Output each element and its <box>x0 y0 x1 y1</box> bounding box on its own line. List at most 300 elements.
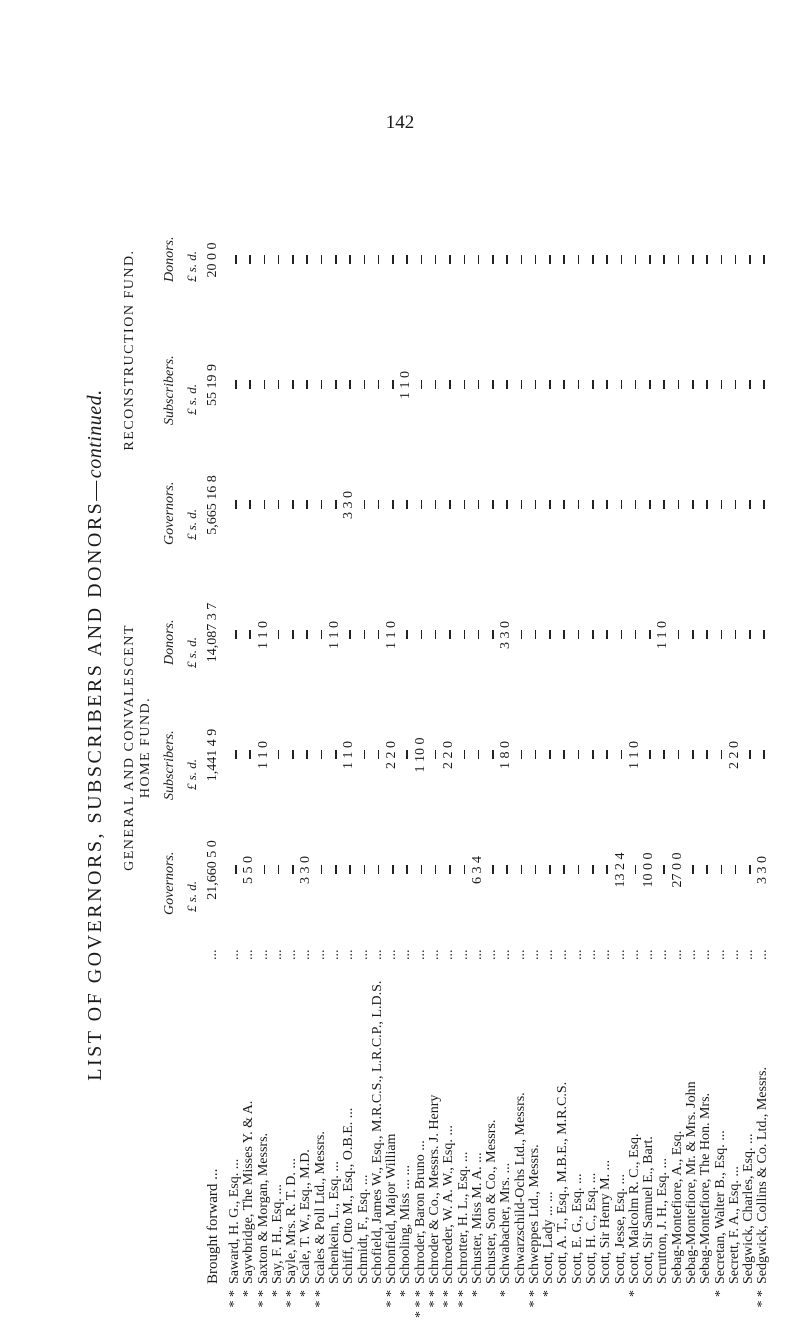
empty-dash <box>563 255 565 264</box>
empty-dash <box>763 630 765 639</box>
empty-dash <box>563 865 565 874</box>
bf-general-donors: 14,087 3 7 <box>205 602 220 663</box>
empty-dash <box>678 750 680 759</box>
empty-dash <box>278 255 280 264</box>
empty-dash <box>635 630 637 639</box>
empty-dash <box>506 865 508 874</box>
empty-dash <box>492 865 494 874</box>
list-item <box>514 150 528 1320</box>
empty-dash <box>763 750 765 759</box>
amount-cell: 2 2 0 <box>441 741 457 769</box>
empty-dash <box>492 380 494 389</box>
governor-asterisk: * * <box>455 1290 471 1308</box>
donor-name: Sedgwick, Collins & Co. Ltd., Messrs. <box>755 1066 771 1284</box>
list-item <box>614 150 628 1320</box>
unit-header-general-subscribers: £ s. d. <box>184 758 199 790</box>
empty-dash <box>349 255 351 264</box>
empty-dash <box>606 630 608 639</box>
amount-cell: 27 0 0 <box>669 852 685 888</box>
empty-dash <box>435 255 437 264</box>
list-item <box>385 150 399 1320</box>
leader-dots: ... <box>227 949 242 960</box>
leader-dots: ... <box>255 949 271 960</box>
leader-dots: ... <box>341 949 357 960</box>
leader-dots: ... <box>327 949 342 960</box>
empty-dash <box>264 500 266 509</box>
amount-cell: 1 1 0 <box>255 741 271 769</box>
empty-dash <box>364 380 366 389</box>
governor-asterisk: * * <box>755 1290 771 1308</box>
empty-dash <box>378 380 380 389</box>
empty-dash <box>606 500 608 509</box>
empty-dash <box>449 500 451 509</box>
empty-dash <box>306 380 308 389</box>
list-item <box>371 150 385 1320</box>
donor-name: Scott, Lady ... ... <box>541 1191 557 1284</box>
empty-dash <box>264 255 266 264</box>
list-item <box>328 150 342 1320</box>
empty-dash <box>321 865 323 874</box>
empty-dash <box>521 750 523 759</box>
leader-dots: ... <box>384 949 400 960</box>
empty-dash <box>592 630 594 639</box>
empty-dash <box>292 865 294 874</box>
leader-dots: ... <box>498 949 514 960</box>
empty-dash <box>706 750 708 759</box>
brought-forward-dots: ... <box>205 949 220 960</box>
amount-cell: 3 3 0 <box>298 856 314 884</box>
governor-asterisk: * * <box>227 1290 242 1308</box>
empty-dash <box>549 255 551 264</box>
empty-dash <box>621 380 623 389</box>
empty-dash <box>549 750 551 759</box>
empty-dash <box>335 500 337 509</box>
empty-dash <box>335 380 337 389</box>
empty-dash <box>621 255 623 264</box>
empty-dash <box>321 380 323 389</box>
amount-cell: 6 3 4 <box>469 856 485 884</box>
governor-asterisk: * * <box>526 1290 542 1308</box>
donor-name: Say, F. H., Esq. ... <box>269 1184 285 1284</box>
empty-dash <box>435 630 437 639</box>
list-item <box>742 150 756 1320</box>
leader-dots: ... <box>241 949 257 960</box>
empty-dash <box>678 500 680 509</box>
governor-asterisk: * <box>498 1290 514 1297</box>
empty-dash <box>392 500 394 509</box>
col-header-general-donors: Donors. <box>162 619 177 665</box>
donor-name: Sayle, Mrs. R. T. D. ... <box>284 1158 300 1284</box>
empty-dash <box>621 630 623 639</box>
empty-dash <box>506 380 508 389</box>
empty-dash <box>378 500 380 509</box>
empty-dash <box>435 500 437 509</box>
empty-dash <box>706 630 708 639</box>
list-item <box>728 150 742 1320</box>
empty-dash <box>663 255 665 264</box>
list-item <box>457 150 471 1320</box>
empty-dash <box>478 380 480 389</box>
list-item <box>628 150 642 1320</box>
leader-dots: ... <box>541 949 557 960</box>
empty-dash <box>364 630 366 639</box>
empty-dash <box>421 255 423 264</box>
empty-dash <box>663 500 665 509</box>
empty-dash <box>578 380 580 389</box>
donor-name: Scott, H. C., Esq. ... <box>584 1172 599 1284</box>
amount-cell: 1 1 0 <box>626 741 642 769</box>
empty-dash <box>492 630 494 639</box>
list-item <box>242 150 256 1320</box>
fund-header-reconstruction: RECONSTRUCTION FUND. <box>122 249 137 451</box>
amount-cell: 1 1 0 <box>341 741 357 769</box>
empty-dash <box>249 500 251 509</box>
empty-dash <box>621 750 623 759</box>
bf-general-subscribers: 1,441 4 9 <box>205 728 220 782</box>
leader-dots: ... <box>684 949 699 960</box>
donor-name: Schuster, Son & Co., Messrs. <box>484 1119 499 1284</box>
col-header-general-subscribers: Subscribers. <box>162 730 177 800</box>
bf-recon-subscribers: 55 19 9 <box>205 364 220 406</box>
donor-name: Scales & Poll Ltd., Messrs. <box>312 1131 328 1284</box>
governor-asterisk: * <box>712 1290 728 1297</box>
list-item <box>714 150 728 1320</box>
list-item <box>299 150 313 1320</box>
leader-dots: ... <box>612 949 628 960</box>
empty-dash <box>578 865 580 874</box>
empty-dash <box>649 500 651 509</box>
empty-dash <box>749 500 751 509</box>
empty-dash <box>678 630 680 639</box>
empty-dash <box>521 380 523 389</box>
empty-dash <box>678 380 680 389</box>
empty-dash <box>464 500 466 509</box>
governor-asterisk: * <box>398 1290 414 1297</box>
empty-dash <box>506 500 508 509</box>
governor-asterisk: * * * <box>412 1290 428 1318</box>
empty-dash <box>364 500 366 509</box>
empty-dash <box>406 630 408 639</box>
amount-cell: 3 3 0 <box>341 491 357 519</box>
donor-name: Scrutton, J. H., Esq. ... <box>655 1158 671 1284</box>
unit-header-general-donors: £ s. d. <box>184 636 199 668</box>
list-item <box>542 150 556 1320</box>
amount-cell: 1 10 0 <box>412 737 428 773</box>
empty-dash <box>421 380 423 389</box>
governor-asterisk: * * <box>284 1290 300 1308</box>
governor-asterisk: * <box>626 1290 642 1297</box>
empty-dash <box>763 500 765 509</box>
empty-dash <box>549 380 551 389</box>
donor-name: Schooling, Miss ... ... <box>398 1164 414 1284</box>
donor-name: Scale, T. W., Esq., M.D. <box>298 1149 314 1284</box>
empty-dash <box>464 255 466 264</box>
empty-dash <box>235 255 237 264</box>
empty-dash <box>321 630 323 639</box>
col-header-recon-governors: Governors. <box>162 481 177 545</box>
empty-dash <box>749 865 751 874</box>
amount-cell: 1 1 0 <box>255 621 271 649</box>
donor-name: Schwabacher, Mrs. ... <box>498 1162 514 1284</box>
leader-dots: ... <box>641 949 657 960</box>
empty-dash <box>592 380 594 389</box>
list-item <box>499 150 513 1320</box>
empty-dash <box>521 630 523 639</box>
leader-dots: ... <box>526 949 542 960</box>
empty-dash <box>735 630 737 639</box>
empty-dash <box>763 380 765 389</box>
empty-dash <box>549 630 551 639</box>
donor-name: Scott, A. T., Esq., M.B.E., M.R.C.S. <box>555 1081 571 1284</box>
empty-dash <box>692 750 694 759</box>
list-item <box>585 150 599 1320</box>
list-item <box>342 150 356 1320</box>
fund-header-general <box>122 570 154 925</box>
donor-name: Secrett, F. A., Esq. ... <box>726 1166 742 1284</box>
leader-dots: ... <box>698 949 714 960</box>
governor-asterisk: * <box>298 1290 314 1297</box>
empty-dash <box>606 255 608 264</box>
donor-name: Saward, H. G., Esq. ... <box>227 1158 242 1284</box>
empty-dash <box>464 630 466 639</box>
empty-dash <box>464 750 466 759</box>
bf-recon-governors: 5,665 16 8 <box>205 475 220 535</box>
leader-dots: ... <box>455 949 471 960</box>
empty-dash <box>406 865 408 874</box>
leader-dots: ... <box>484 949 499 960</box>
leader-dots: ... <box>398 949 414 960</box>
empty-dash <box>749 750 751 759</box>
leader-dots: ... <box>512 949 528 960</box>
empty-dash <box>749 630 751 639</box>
amount-cell: 5 5 0 <box>241 856 257 884</box>
empty-dash <box>335 865 337 874</box>
leader-dots: ... <box>298 949 314 960</box>
empty-dash <box>535 750 537 759</box>
empty-dash <box>235 500 237 509</box>
empty-dash <box>578 500 580 509</box>
leader-dots: ... <box>584 949 599 960</box>
empty-dash <box>235 630 237 639</box>
empty-dash <box>406 500 408 509</box>
amount-cell: 1 1 0 <box>398 371 414 399</box>
empty-dash <box>649 750 651 759</box>
donor-name: Schenkein, L., Esq. ... <box>327 1161 342 1284</box>
empty-dash <box>449 255 451 264</box>
page-number: 142 <box>385 112 415 133</box>
empty-dash <box>449 380 451 389</box>
list-item <box>271 150 285 1320</box>
amount-cell: 1 1 0 <box>384 621 400 649</box>
empty-dash <box>563 630 565 639</box>
donor-name: Schwarzschild-Ochs Ltd., Messrs. <box>512 1092 528 1284</box>
list-item <box>357 150 371 1320</box>
empty-dash <box>706 380 708 389</box>
empty-dash <box>364 255 366 264</box>
empty-dash <box>335 255 337 264</box>
empty-dash <box>549 865 551 874</box>
empty-dash <box>578 750 580 759</box>
empty-dash <box>635 380 637 389</box>
list-item <box>599 150 613 1320</box>
empty-dash <box>592 500 594 509</box>
empty-dash <box>763 255 765 264</box>
empty-dash <box>663 865 665 874</box>
empty-dash <box>649 255 651 264</box>
empty-dash <box>592 750 594 759</box>
list-item <box>257 150 271 1320</box>
empty-dash <box>349 630 351 639</box>
empty-dash <box>721 865 723 874</box>
donor-name: Schonfield, Major William <box>384 1133 400 1284</box>
empty-dash <box>721 380 723 389</box>
fund-header-general-line1: GENERAL AND CONVALESCENT <box>122 624 137 871</box>
empty-dash <box>464 865 466 874</box>
leader-dots: ... <box>284 949 300 960</box>
donor-name: Saxton & Morgan, Messrs. <box>255 1132 271 1284</box>
leader-dots: ... <box>412 949 428 960</box>
list-item <box>399 150 413 1320</box>
empty-dash <box>278 630 280 639</box>
leader-dots: ... <box>555 949 571 960</box>
page-title <box>84 150 107 1320</box>
donor-name: Scott, Sir Samuel E., Bart. <box>641 1136 657 1284</box>
donor-name: Saywbridge, The Misses Y. & A. <box>241 1100 257 1284</box>
title-main: LIST OF GOVERNORS, SUBSCRIBERS AND DONORS— <box>84 478 106 1081</box>
empty-dash <box>249 630 251 639</box>
empty-dash <box>692 380 694 389</box>
leader-dots: ... <box>312 949 328 960</box>
empty-dash <box>392 380 394 389</box>
empty-dash <box>735 865 737 874</box>
list-item <box>756 150 770 1320</box>
empty-dash <box>278 500 280 509</box>
empty-dash <box>678 255 680 264</box>
empty-dash <box>235 750 237 759</box>
list-item <box>656 150 670 1320</box>
leader-dots: ... <box>726 949 742 960</box>
empty-dash <box>706 865 708 874</box>
empty-dash <box>292 255 294 264</box>
donor-name: Schroder & Co., Messrs. J. Henry <box>426 1094 442 1284</box>
donor-name: Schiff, Otto M., Esq., O.B.E. ... <box>341 1107 357 1284</box>
empty-dash <box>364 865 366 874</box>
empty-dash <box>421 865 423 874</box>
empty-dash <box>435 380 437 389</box>
empty-dash <box>249 380 251 389</box>
amount-cell: 1 1 0 <box>655 621 671 649</box>
leader-dots: ... <box>598 949 614 960</box>
empty-dash <box>478 500 480 509</box>
empty-dash <box>292 630 294 639</box>
donor-name: Scott, Sir Henry M. ... <box>598 1159 614 1284</box>
list-item <box>642 150 656 1320</box>
empty-dash <box>521 500 523 509</box>
list-item <box>485 150 499 1320</box>
list-item <box>671 150 685 1320</box>
donor-name: Sebag-Montefiore, A., Esq. <box>669 1130 685 1284</box>
empty-dash <box>292 380 294 389</box>
leader-dots: ... <box>355 949 371 960</box>
empty-dash <box>249 750 251 759</box>
amount-cell: 3 3 0 <box>498 621 514 649</box>
empty-dash <box>721 255 723 264</box>
empty-dash <box>635 500 637 509</box>
empty-dash <box>535 380 537 389</box>
amount-cell: 2 2 0 <box>726 741 742 769</box>
governor-asterisk: * * <box>384 1290 400 1308</box>
list-item <box>556 150 570 1320</box>
title-continued: continued. <box>84 389 106 479</box>
donor-name: Schofield, James W., Esq., M.R.C.S., L.R.C.P., L.D.S. <box>369 980 385 1284</box>
unit-header-general-governors: £ s. d. <box>184 880 199 912</box>
donor-name: Scott, E. G., Esq. ... <box>569 1173 585 1284</box>
empty-dash <box>692 630 694 639</box>
brought-forward-row <box>206 150 220 1320</box>
empty-dash <box>306 750 308 759</box>
leader-dots: ... <box>441 949 457 960</box>
empty-dash <box>549 500 551 509</box>
empty-dash <box>521 865 523 874</box>
empty-dash <box>492 750 494 759</box>
empty-dash <box>706 500 708 509</box>
empty-dash <box>292 750 294 759</box>
list-item <box>685 150 699 1320</box>
empty-dash <box>521 255 523 264</box>
list-item <box>699 150 713 1320</box>
amount-cell: 13 2 4 <box>612 852 628 888</box>
donor-name: Schroeder, W. A. W., Esq. ... <box>441 1125 457 1284</box>
empty-dash <box>578 630 580 639</box>
governor-asterisk: * * <box>426 1290 442 1308</box>
empty-dash <box>378 865 380 874</box>
empty-dash <box>692 865 694 874</box>
empty-dash <box>663 380 665 389</box>
empty-dash <box>421 630 423 639</box>
empty-dash <box>692 255 694 264</box>
governor-asterisk: * <box>469 1290 485 1297</box>
amount-cell: 2 2 0 <box>384 741 400 769</box>
donor-name: Sedgwick, Charles, Esq. ... <box>741 1133 757 1284</box>
governor-asterisk: * <box>241 1290 257 1297</box>
donor-name: Schmidt, F., Esq. ... <box>355 1174 371 1284</box>
empty-dash <box>306 500 308 509</box>
leader-dots: ... <box>741 949 757 960</box>
bf-recon-donors: 20 0 0 <box>205 242 220 278</box>
governor-asterisk: * <box>269 1290 285 1297</box>
list-item <box>528 150 542 1320</box>
empty-dash <box>535 630 537 639</box>
governor-asterisk: * * <box>441 1290 457 1308</box>
donor-name: Secretan, Walter B., Esq. ... <box>712 1130 728 1284</box>
empty-dash <box>606 865 608 874</box>
empty-dash <box>406 255 408 264</box>
empty-dash <box>392 865 394 874</box>
empty-dash <box>235 380 237 389</box>
empty-dash <box>292 500 294 509</box>
empty-dash <box>378 255 380 264</box>
empty-dash <box>535 500 537 509</box>
rotated-page-area <box>80 150 780 1320</box>
empty-dash <box>606 380 608 389</box>
leader-dots: ... <box>669 949 685 960</box>
empty-dash <box>478 255 480 264</box>
empty-dash <box>349 865 351 874</box>
empty-dash <box>592 255 594 264</box>
donor-name: Scott, Jesse, Esq. ... <box>612 1173 628 1284</box>
donor-name: Schweppes Ltd., Messrs. <box>526 1144 542 1284</box>
empty-dash <box>663 750 665 759</box>
